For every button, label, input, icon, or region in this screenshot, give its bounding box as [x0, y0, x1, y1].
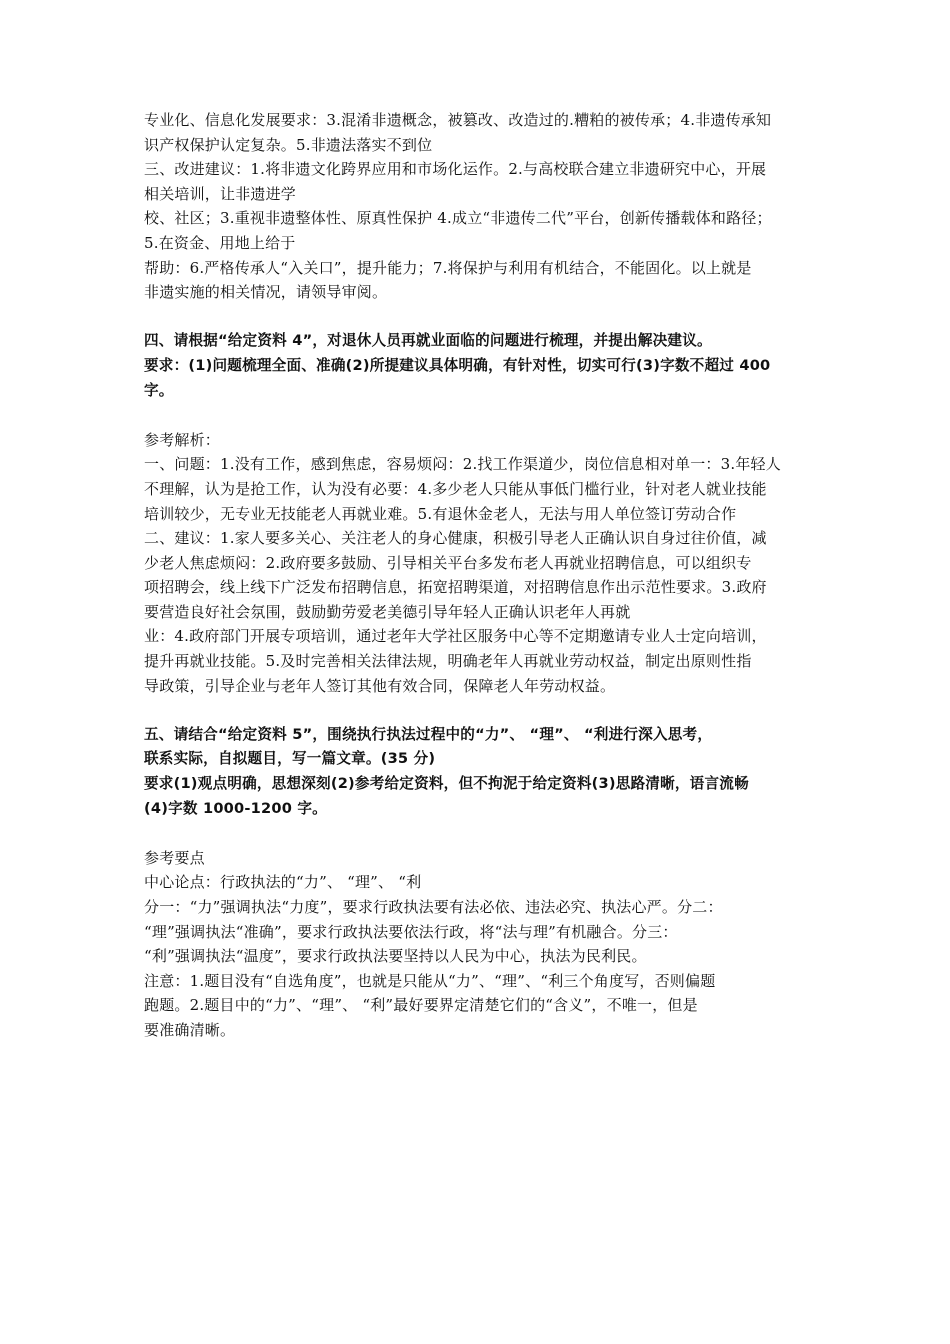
text-line: 字。 [144, 381, 174, 399]
text-line: “理”强调执法“准确”，要求行政执法要依法行政，将“法与理”有机融合。分三： [144, 922, 678, 941]
text-line: 四、请根据“给定资料 4”，对退休人员再就业面临的问题进行梳理，并提出解决建议。 [144, 332, 712, 350]
text-line: 业：4.政府部门开展专项培训，通过老年大学社区服务中心等不定期邀请专业人士定向培训， [144, 627, 767, 646]
text-line: (4)字数 1000-1200 字。 [144, 799, 327, 817]
text-line: 跑题。2.题目中的“力”、“理”、 “利”最好要界定清楚它们的“含义”，不唯一，但是 [144, 996, 698, 1015]
paragraph-gap [144, 403, 816, 428]
answer-block [144, 846, 816, 1043]
text-line: 项招聘会，线上线下广泛发布招聘信息，拓宽招聘渠道，对招聘信息作出示范性要求。3.政府 [144, 578, 767, 597]
text-line: 要求：(1)问题梳理全面、准确(2)所提建议具体明确，有针对性，切实可行(3)字数不超过 400 [144, 356, 771, 374]
paragraph-gap [144, 305, 816, 330]
answer-block [144, 108, 816, 305]
text-line: 三、改进建议：1.将非遗文化跨界应用和市场化运作。2.与高校联合建立非遗研究中心，开展 [144, 160, 767, 179]
text-line: 参考要点 [144, 848, 205, 867]
question-block [144, 723, 816, 821]
text-line: 专业化、信息化发展要求：3.混淆非遗概念，被篡改、改造过的.糟粕的被传承；4.非遗传承知 [144, 111, 772, 129]
text-line: 要准确清晰。 [144, 1020, 236, 1039]
text-line: 5.在资金、用地上给于 [144, 233, 296, 252]
text-line: 校、社区；3.重视非遗整体性、原真性保护 4.成立“非遗传二代”平台，创新传播载体和路径； [144, 209, 772, 228]
text-line: 一、问题：1.没有工作，感到焦虑，容易烦闷：2.找工作渠道少，岗位信息相对单一：3.年轻人 [144, 455, 781, 474]
text-line: 二、建议：1.家人要多关心、关注老人的身心健康，积极引导老人正确认识自身过往价值，减 [144, 529, 767, 548]
paragraph-gap [144, 698, 816, 723]
text-line: 参考解析： [144, 430, 221, 449]
text-line: 不理解，认为是抢工作，认为没有必要：4.多少老人只能从事低门槛行业，针对老人就业技能 [144, 479, 767, 498]
document-page [144, 108, 816, 1043]
text-line: 中心论点：行政执法的“力”、 “理”、 “利 [144, 873, 422, 892]
text-line: 要求(1)观点明确，思想深刻(2)参考给定资料，但不拘泥于给定资料(3)思路清晰，语言流畅 [144, 775, 749, 793]
text-line: 导政策，引导企业与老年人签订其他有效合同，保障老人年劳动权益。 [144, 676, 616, 695]
paragraph-gap [144, 821, 816, 846]
text-line: 非遗实施的相关情况，请领导审阅。 [144, 283, 388, 302]
text-line: 培训较少，无专业无技能老人再就业难。5.有退休金老人，无法与用人单位签订劳动合作 [144, 504, 737, 523]
text-line: 少老人焦虑烦闷：2.政府要多鼓励、引导相关平台多发布老人再就业招聘信息，可以组织专 [144, 553, 752, 572]
text-line: 注意：1.题目没有“自选角度”，也就是只能从“力”、“理”、“利三个角度写，否则偏题 [144, 971, 716, 990]
text-line: 要营造良好社会氛围，鼓励勤劳爱老美德引导年轻人正确认识老年人再就 [144, 602, 631, 621]
text-line: 联系实际，自拟题目，写一篇文章。(35 分) [144, 750, 436, 768]
text-line: 相关培训，让非遗进学 [144, 184, 297, 203]
text-line: 帮助：6.严格传承人“入关口”，提升能力；7.将保护与利用有机结合，不能固化。以上就是 [144, 258, 752, 277]
text-line: 五、请结合“给定资料 5”，围绕执行执法过程中的“力”、 “理”、 “利进行深入思考， [144, 725, 713, 743]
text-line: 识产权保护认定复杂。5.非遗法落实不到位 [144, 135, 433, 154]
text-line: 分一：“力”强调执法“力度”，要求行政执法要有法必依、违法必究、执法心严。分二： [144, 898, 723, 916]
answer-block [144, 428, 816, 699]
text-line: 提升再就业技能。5.及时完善相关法律法规，明确老年人再就业劳动权益，制定出原则性指 [144, 652, 752, 671]
question-block [144, 329, 816, 403]
text-line: “利”强调执法“温度”，要求行政执法要坚持以人民为中心，执法为民利民。 [144, 947, 647, 966]
